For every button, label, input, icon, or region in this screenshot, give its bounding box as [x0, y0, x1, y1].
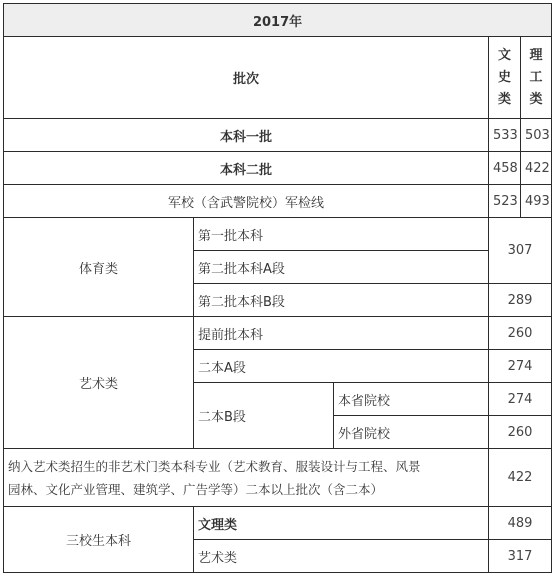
- nonart-line-1: 纳入艺术类招生的非艺术门类本科专业（艺术教育、服装设计与工程、风景: [8, 458, 421, 474]
- yishu-erben-b: 二本B段: [194, 383, 334, 449]
- year-row: [4, 4, 552, 37]
- year-header: 2017年: [4, 4, 552, 37]
- li-char-1: 理: [529, 47, 543, 63]
- yishu-tiqian: 提前批本科: [194, 317, 489, 350]
- yishu-tiqian-score: 260: [489, 317, 552, 350]
- nonart-line-2: 园林、文化产业管理、建筑学、广告学等）二本以上批次（含二本）: [8, 481, 384, 497]
- yishu-erben-a-score: 274: [489, 350, 552, 383]
- nonart-description: [4, 449, 489, 507]
- table-row-benke1: [4, 119, 552, 152]
- table-row-tiyu-1: [4, 218, 552, 251]
- table-row-benke2: [4, 152, 552, 185]
- benke2-li-score: 422: [521, 152, 552, 185]
- nonart-score: 422: [489, 449, 552, 507]
- benke1-li-score: 503: [521, 119, 552, 152]
- wen-shi-header: [489, 37, 521, 119]
- yishu-waisheng-score: 260: [489, 416, 552, 449]
- table-row-sanxiao-1: [4, 507, 552, 540]
- yishu-bensheng: 本省院校: [334, 383, 489, 416]
- yishu-erben-a: 二本A段: [194, 350, 489, 383]
- table-row-yishu-1: [4, 317, 552, 350]
- li-char-3: 类: [529, 91, 543, 107]
- table-row-nonart: [4, 449, 552, 507]
- li-char-2: 工: [529, 69, 543, 85]
- junxiao-li-score: 493: [521, 185, 552, 218]
- junxiao-label: 军校（含武警院校）军检线: [4, 185, 489, 218]
- sanxiao-yishu-score: 317: [489, 540, 552, 573]
- table-row-junxiao: [4, 185, 552, 218]
- admission-score-table: [3, 3, 552, 573]
- wen-char-2: 史: [497, 69, 511, 85]
- sanxiao-wenli-score: 489: [489, 507, 552, 540]
- sanxiao-category: 三校生本科: [4, 507, 194, 573]
- tiyu-first-batch: 第一批本科: [194, 218, 489, 251]
- junxiao-wen-score: 523: [489, 185, 521, 218]
- header-row: [4, 37, 552, 119]
- sanxiao-yishu: 艺术类: [194, 540, 489, 573]
- yishu-category: 艺术类: [4, 317, 194, 449]
- benke1-wen-score: 533: [489, 119, 521, 152]
- benke1-label: 本科一批: [4, 119, 489, 152]
- wen-char-3: 类: [497, 91, 511, 107]
- tiyu-second-b: 第二批本科B段: [194, 284, 489, 317]
- tiyu-category: 体育类: [4, 218, 194, 317]
- benke2-label: 本科二批: [4, 152, 489, 185]
- tiyu-second-b-score: 289: [489, 284, 552, 317]
- yishu-waisheng: 外省院校: [334, 416, 489, 449]
- yishu-bensheng-score: 274: [489, 383, 552, 416]
- tiyu-second-a: 第二批本科A段: [194, 251, 489, 284]
- batch-header: 批次: [4, 37, 489, 119]
- wen-char-1: 文: [497, 47, 511, 63]
- benke2-wen-score: 458: [489, 152, 521, 185]
- sanxiao-wenli: 文理类: [194, 507, 489, 540]
- tiyu-first-score: 307: [489, 218, 552, 284]
- li-gong-header: [521, 37, 552, 119]
